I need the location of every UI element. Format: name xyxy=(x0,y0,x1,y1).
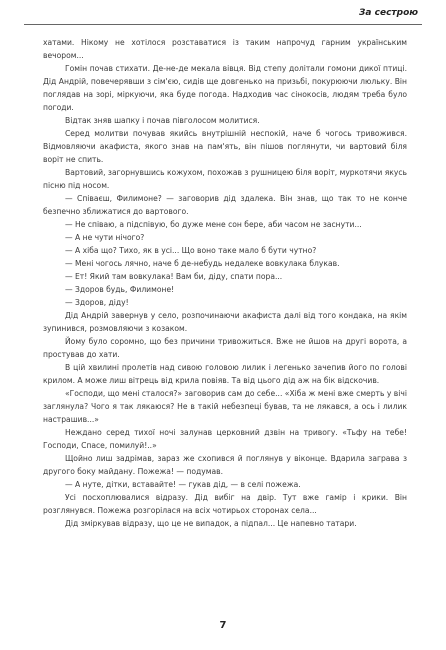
running-title: За сестрою xyxy=(359,8,418,18)
paragraph: Неждано серед тихої ночі залунав церковний дзвін на тривогу. «Тьфу на тебе! Господи, Спасе, помилуй!..» xyxy=(43,428,407,450)
paragraph: Щойно лиш задрімав, зараз же схопився й поглянув у віконце. Вдарила заграва з другого боку майдану. Пожежа! — подумав. xyxy=(43,454,407,476)
paragraph: хатами. Нікому не хотілося розставатися із таким напрочуд гарним українським вечором... xyxy=(43,38,407,60)
paragraph: В цій хвилині пролетів над сивою головою лилик і легенько зачепив його по голові крилом. А може лиш вітрець від крила повіяв. Та від цього дід аж на бік відскочив. xyxy=(43,363,407,385)
paragraph: «Господи, що мені сталося?» заговорив сам до себе... «Хіба ж мені вже смерть у вічі заглянула? Чого я так лякаюся? Не в такій небезпеці бував, та не лякався, а ось і лилик настрашив...» xyxy=(43,389,407,424)
paragraph: — Співаєш, Филимоне? — заговорив дід здалека. Він знав, що так то не конче безпечно зближатися до вартового. xyxy=(43,194,407,216)
paragraph: Гомін почав стихати. Де-не-де мекала вівця. Від степу долітали гомони дикої птиці. Дід Андрій, повечерявши з сім'єю, сидів ще довгенько на призьбі, покурюючи люльку. Він поглядав на зорі, міркуючи, яка буде погода. Надходив час сінокосів, людям треба було погоди. xyxy=(43,64,407,112)
paragraph: Йому було соромно, що без причини тривожиться. Вже не йшов на другі ворота, а простував до хати. xyxy=(43,337,407,359)
paragraph: Серед молитви почував якийсь внутрішній неспокій, наче б чогось тривожився. Відмовляючи акафиста, якого знав на пам'ять, він пішов поглянути, чи вартовий біля воріт не спить. xyxy=(43,129,407,164)
paragraph: — Не співаю, а підспівую, бо дуже мене сон бере, аби часом не заснути... xyxy=(65,220,362,229)
paragraph: — Ет! Який там вовкулака! Вам би, діду, спати пора... xyxy=(65,272,283,281)
paragraph: — Здоров будь, Филимоне! xyxy=(65,285,175,294)
paragraph: Дід Андрій завернув у село, розпочинаючи акафиста далі від того кондака, на якім зупинився, розмовляючи з козаком. xyxy=(43,311,407,333)
body-text xyxy=(43,36,407,530)
paragraph: Вартовий, загорнувшись кожухом, похожав з рушницею біля воріт, муркотячи якусь пісню під носом. xyxy=(43,168,407,190)
paragraph: — Мені чогось лячно, наче б де-небудь недалеке вовкулака блукав. xyxy=(65,259,340,268)
paragraph: — А нуте, дітки, вставайте! — гукав дід, — в селі пожежа. xyxy=(65,480,301,489)
paragraph: — Здоров, діду! xyxy=(65,298,129,307)
paragraph: Відтак зняв шапку і почав півголосом молитися. xyxy=(65,116,260,125)
running-header xyxy=(24,6,422,25)
paragraph: — А не чути нічого? xyxy=(65,233,145,242)
paragraph: Усі посхоплювалися відразу. Дід вибіг на двір. Тут вже гамір і крики. Він розглянувся. Пожежа розгорілася на всіх чотирьох сторонах села... xyxy=(43,493,407,515)
paragraph: — А хіба що? Тихо, як в усі... Що воно таке мало б бути чутно? xyxy=(65,246,317,255)
page-number: 7 xyxy=(219,620,227,631)
paragraph: Дід зміркував відразу, що це не випадок, а підпал... Це напевно татари. xyxy=(65,519,357,528)
